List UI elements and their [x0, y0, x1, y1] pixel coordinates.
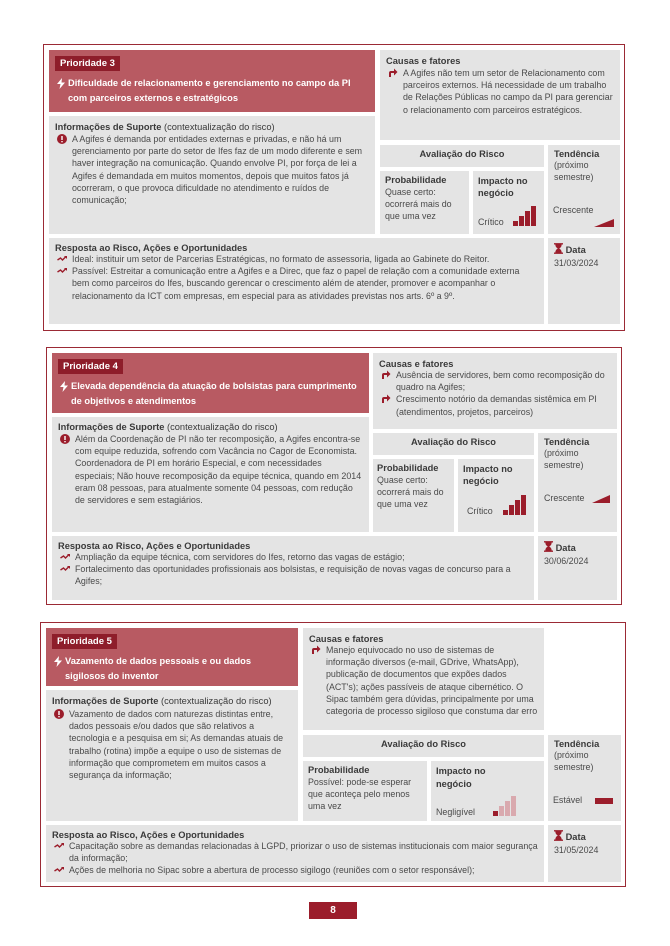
impact-value: Crítico	[467, 506, 493, 516]
risk-header	[49, 50, 375, 112]
lightning-icon	[54, 654, 65, 672]
priority-tag: Prioridade 4	[58, 359, 123, 374]
risk-header	[52, 353, 369, 413]
impact-level-bar	[521, 495, 526, 515]
impact-box	[458, 459, 534, 532]
response-item: Fortalecimento das oportunidades profissionais aos bolsistas, e requisição de novas vagas de concurso para a Agifes;	[58, 563, 528, 587]
response-box	[49, 238, 544, 324]
causes-label: Causas e fatores	[309, 634, 384, 644]
impact-level-bar	[505, 801, 510, 816]
response-item: Ações de melhoria no Sipac sobre a abertura de processo sigilogo (reuniões com o setor responsável);	[52, 864, 538, 876]
impact-level-bar	[509, 505, 514, 515]
impact-level-icon	[493, 796, 517, 816]
response-item: Ampliação da equipe técnica, com servidores do Ifes, retorno das vagas de estágio;	[58, 551, 528, 563]
trend-label: Tendência	[554, 739, 600, 749]
support-label: Informações de Suporte	[58, 422, 165, 432]
support-sublabel: (contextualização do risco)	[164, 122, 275, 132]
lightning-icon	[57, 76, 68, 94]
probability-value: Possível: pode-se esperar que aconteça pelo menos uma vez	[308, 777, 412, 812]
support-label: Informações de Suporte	[55, 122, 162, 132]
support-sublabel: (contextualização do risco)	[167, 422, 278, 432]
impact-level-icon	[513, 206, 537, 226]
probability-value: Quase certo: ocorrerá mais do que uma vez	[377, 475, 444, 510]
probability-label: Probabilidade	[308, 765, 370, 775]
impact-label: Impacto no negócio	[478, 176, 528, 198]
trend-arrow-icon	[57, 254, 67, 264]
response-item: Ideal: instituir um setor de Parcerias Estratégicas, no formato de assessoria, ligada ao Gabinete do Reitor.	[55, 253, 538, 265]
causes-label: Causas e fatores	[386, 56, 461, 66]
impact-level-bar	[499, 806, 504, 816]
risk-title: Vazamento de dados pessoais e ou dados sigilosos do inventor	[65, 656, 251, 681]
alert-icon	[54, 709, 64, 719]
evaluation-label: Avaliação do Risco	[381, 739, 466, 749]
priority-tag: Prioridade 5	[52, 634, 117, 649]
trend-value: Crescente	[553, 205, 594, 215]
trend-sublabel: (próximo semestre)	[544, 448, 584, 471]
impact-box	[473, 171, 544, 234]
response-label: Resposta ao Risco, Ações e Oportunidades	[55, 243, 248, 253]
response-item: Capacitação sobre as demandas relacionadas à LGPD, priorizar o uso de sistemas institucionais com maior segurança da informação;	[52, 840, 538, 864]
trend-icon	[595, 797, 613, 805]
impact-level-icon	[503, 495, 527, 515]
trend-arrow-icon	[60, 564, 70, 574]
support-sublabel: (contextualização do risco)	[161, 696, 272, 706]
risk-card-prioridade-3	[43, 44, 625, 331]
causes-box	[303, 628, 544, 730]
evaluation-label: Avaliação do Risco	[411, 437, 496, 447]
trend-arrow-icon	[54, 841, 64, 851]
trend-value: Crescente	[544, 493, 585, 503]
response-item: Passível: Estreitar a comunicação entre a Agifes e a Direc, que faz o papel de relação com a comunidade externa bem como parceiros do Ifes, buscando gerencar o crescimento além de atender, promover e acompanhar o relacionamento da ICT com empresas, em especial para as atividades previstas nos arts. 6º a 9º.	[55, 265, 538, 302]
date-label: Data	[565, 245, 586, 255]
trend-arrow-icon	[54, 865, 64, 875]
causes-label: Causas e fatores	[379, 359, 454, 369]
impact-label: Impacto no negócio	[436, 766, 486, 789]
impact-level-bar	[515, 500, 520, 515]
support-box	[49, 116, 375, 234]
impact-box	[431, 761, 544, 821]
support-text: A Agifes é demanda por entidades externas e privadas, e não há um gerenciamento por parte do setor de Ifes faz de um modo diferente e sem haver integração na comunicação. Quando envolve PI, por força de lei a Agifes é demandada em muitos momentos, depois que muitos fatos já ocorreram, o que provoca dificuldade no atendimento e ruídos de comunicação;	[55, 133, 369, 206]
date-box	[538, 536, 617, 600]
trend-label: Tendência	[554, 149, 600, 159]
trend-arrow-icon	[57, 266, 67, 276]
date-value: 30/06/2024	[544, 556, 589, 566]
probability-label: Probabilidade	[377, 463, 439, 473]
page-number: 8	[309, 902, 357, 919]
priority-tag: Prioridade 3	[55, 56, 120, 71]
trend-box	[538, 433, 617, 532]
causes-box	[380, 50, 620, 140]
support-text: Além da Coordenação de PI não ter recomposição, a Agifes encontra-se com equipe reduzida, sofrendo com Vacância no Cagor de Economista. Coordenadora de PI em horário Especial, e com necessidades especiais; Não houve recomposição da equipe técnica, quando em 2014 eram 08 pessoas, para atualmente somente 04 pessoas, com redução de servidores e sem estagiários.	[58, 433, 363, 506]
trend-box	[548, 145, 620, 234]
impact-value: Negligível	[436, 807, 475, 817]
impact-level-bar	[519, 216, 524, 226]
impact-label: Impacto no negócio	[463, 464, 513, 486]
date-value: 31/05/2024	[554, 845, 599, 855]
hourglass-icon	[554, 830, 563, 841]
impact-level-bar	[493, 811, 498, 816]
risk-evaluation-box	[303, 735, 544, 757]
trend-icon	[594, 219, 614, 227]
response-box	[46, 825, 544, 882]
risk-card-prioridade-4	[46, 347, 622, 605]
lightning-icon	[60, 379, 71, 397]
impact-level-bar	[525, 211, 530, 226]
trend-icon	[592, 495, 610, 503]
support-text: Vazamento de dados com naturezas distintas entre, dados pessoais e/ou dados que são relativos a tecnologia e a pesquisa em si; As demandas atuais de trabalho (rotina) impõe a equipe o uso de sistemas de informação que comprometem em muitos casos a segurança da informação;	[52, 708, 292, 781]
impact-level-bar	[511, 796, 516, 816]
risk-title: Dificuldade de relacionamento e gerenciamento no campo da PI com parceiros externos e estratégicos	[68, 78, 351, 103]
probability-box	[303, 761, 427, 821]
risk-evaluation-box	[373, 433, 534, 455]
date-value: 31/03/2024	[554, 258, 599, 268]
response-label: Resposta ao Risco, Ações e Oportunidades	[58, 541, 251, 551]
trend-label: Tendência	[544, 437, 590, 447]
arrow-right-icon	[311, 645, 321, 655]
risk-card-prioridade-5	[40, 622, 626, 887]
impact-value: Crítico	[478, 217, 504, 227]
causes-box	[373, 353, 617, 429]
date-box	[548, 825, 621, 882]
hourglass-icon	[554, 243, 563, 254]
response-box	[52, 536, 534, 600]
probability-box	[380, 171, 469, 234]
date-label: Data	[565, 832, 586, 842]
probability-value: Quase certo: ocorrerá mais do que uma vez	[385, 187, 452, 222]
impact-level-bar	[503, 510, 508, 515]
cause-item: Crescimento notório da demandas sistêmica em PI (atendimentos, projetos, parceiros)	[379, 393, 611, 417]
cause-item: A Agifes não tem um setor de Relacionamento com parceiros externos. Há necessidade de um trabalho de Relações Públicas no campo da PI para gerenciar o relacionamento com parceiros estratégicos.	[386, 67, 614, 116]
arrow-right-icon	[388, 68, 398, 78]
cause-item: Ausência de servidores, bem como recomposição do quadro na Agifes;	[379, 369, 611, 393]
trend-value: Estável	[553, 795, 583, 805]
cause-item: Manejo equivocado no uso de sistemas de informação diversos (e-mail, GDrive, WhatsApp), publicação de documentos que expões dados (ACT's); ações passíveis de ataque cibernético. O Sipac também gera dúvidas, principalmente por uma categoria de processo sigiloso que constuma dar erro	[309, 644, 538, 717]
trend-arrow-icon	[60, 552, 70, 562]
alert-icon	[60, 434, 70, 444]
impact-level-bar	[513, 221, 518, 226]
evaluation-label: Avaliação do Risco	[419, 149, 505, 159]
trend-shape	[595, 798, 613, 804]
support-box	[52, 417, 369, 532]
hourglass-icon	[544, 541, 553, 552]
risk-title: Elevada dependência da atuação de bolsistas para cumprimento de objetivos e atendimentos	[71, 381, 357, 406]
probability-box	[373, 459, 454, 532]
support-label: Informações de Suporte	[52, 696, 159, 706]
arrow-right-icon	[381, 394, 391, 404]
trend-sublabel: (próximo semestre)	[554, 160, 594, 183]
date-label: Data	[555, 543, 576, 553]
impact-level-bar	[531, 206, 536, 226]
probability-label: Probabilidade	[385, 175, 447, 185]
arrow-right-icon	[381, 370, 391, 380]
support-box	[46, 690, 298, 821]
response-label: Resposta ao Risco, Ações e Oportunidades	[52, 830, 245, 840]
trend-sublabel: (próximo semestre)	[554, 750, 594, 773]
risk-header	[46, 628, 298, 686]
trend-shape	[594, 219, 614, 227]
alert-icon	[57, 134, 67, 144]
trend-box	[548, 735, 621, 821]
trend-shape	[592, 495, 610, 503]
risk-evaluation-box	[380, 145, 544, 167]
date-box	[548, 238, 620, 324]
